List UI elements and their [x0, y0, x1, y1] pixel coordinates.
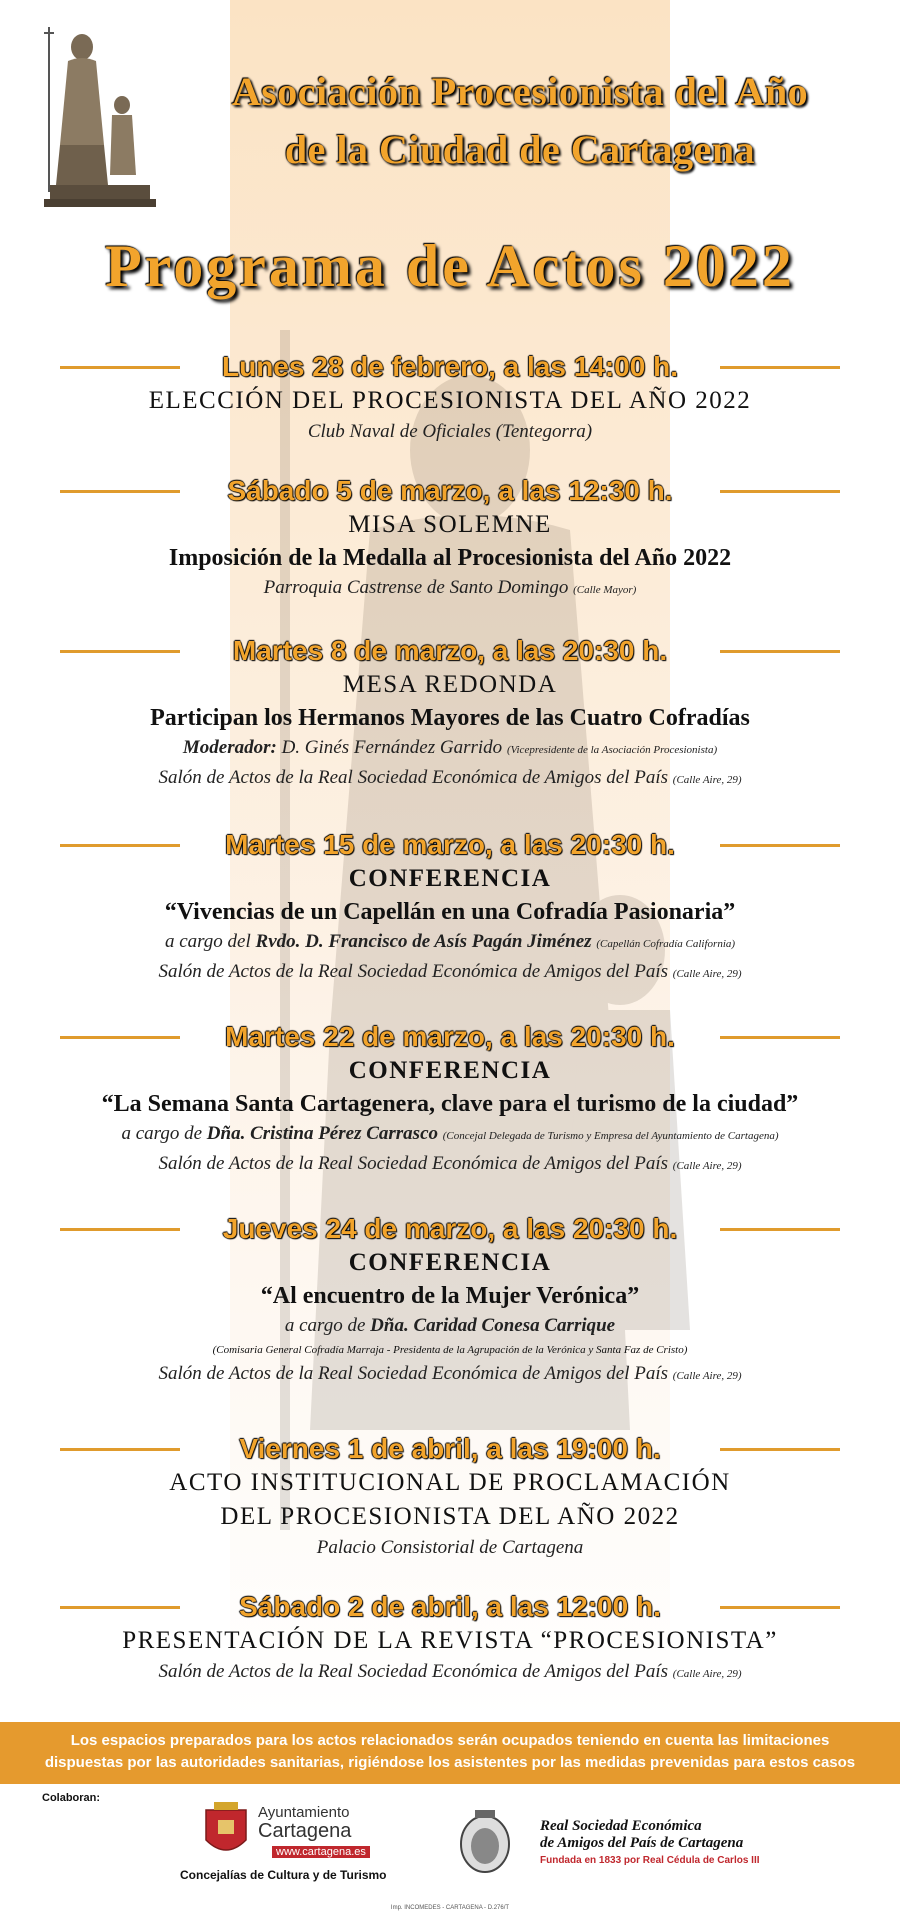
program-title: Programa de Actos 2022: [105, 233, 795, 299]
rule-line: [720, 366, 840, 369]
event-place: Club Naval de Oficiales (Tentegorra): [307, 421, 593, 442]
rse-line2: de Amigos del País de Cartagena: [540, 1835, 744, 1851]
event-place-note: (Calle Aire, 29): [672, 1160, 742, 1172]
collaborators-label: Colaboran:: [42, 1792, 101, 1804]
rule-line: [60, 366, 180, 369]
event-place-note: (Calle Mayor): [573, 584, 637, 596]
statue-logo: [40, 25, 170, 210]
org-name-line1: Asociación Procesionista del Año: [231, 69, 809, 114]
speaker-name: Dña. Caridad Conesa Carrique: [370, 1315, 616, 1336]
rule-line: [720, 1606, 840, 1609]
event-3: [0, 634, 900, 794]
rse-logo-text: [540, 1818, 760, 1869]
event-title: ELECCIÓN DEL PROCESIONISTA DEL AÑO 2022: [148, 387, 752, 414]
rule-line: [60, 1228, 180, 1231]
event-place-note: (Calle Aire, 29): [672, 1370, 742, 1382]
event-title: CONFERENCIA: [348, 1249, 552, 1276]
rule-line: [60, 490, 180, 493]
event-date: Lunes 28 de febrero, a las 14:00 h.: [222, 351, 678, 382]
event-title-line2: DEL PROCESIONISTA DEL AÑO 2022: [220, 1503, 680, 1530]
ayuntamiento-logo: [200, 1800, 380, 1867]
speaker-note: (Concejal Delegada de Turismo y Empresa del Ayuntamiento de Cartagena): [442, 1130, 779, 1142]
notice-line2: dispuestas por las autoridades sanitarias, rigiéndose los asistentes por las medidas prevenidas para estos casos: [44, 1754, 856, 1771]
event-8: [0, 1590, 900, 1688]
rse-crest-icon: [456, 1806, 514, 1876]
event-place-note: (Calle Aire, 29): [672, 1668, 742, 1680]
notice-band: [0, 1722, 900, 1784]
event-place: Salón de Actos de la Real Sociedad Económica de Amigos del País: [158, 1661, 669, 1682]
event-subtitle: “La Semana Santa Cartagenera, clave para el turismo de la ciudad”: [101, 1091, 799, 1117]
event-title: CONFERENCIA: [348, 865, 552, 892]
imprint-text: Imp. INCOMEDES - CARTAGENA - D.276/T: [390, 1905, 510, 1911]
event-date: Jueves 24 de marzo, a las 20:30 h.: [222, 1213, 678, 1244]
rule-line: [720, 650, 840, 653]
rse-line1: Real Sociedad Económica: [540, 1818, 702, 1834]
org-name-line2: de la Ciudad de Cartagena: [284, 127, 756, 172]
rule-line: [720, 844, 840, 847]
city-shield-icon: [200, 1800, 252, 1862]
event-6: [0, 1212, 900, 1390]
speaker-name: Dña. Cristina Pérez Carrasco: [206, 1123, 438, 1144]
notice-line1: Los espacios preparados para los actos relacionados serán ocupados teniendo en cuenta las limitaciones: [70, 1732, 830, 1749]
event-title: MISA SOLEMNE: [348, 511, 552, 538]
rse-line3: Fundada en 1833 por Real Cédula de Carlos III: [540, 1855, 760, 1866]
event-date: Viernes 1 de abril, a las 19:00 h.: [239, 1433, 661, 1464]
event-place: Salón de Actos de la Real Sociedad Económica de Amigos del País: [158, 767, 669, 788]
concejalias-text: Concejalías de Cultura y de Turismo: [180, 1868, 387, 1882]
rule-line: [720, 1448, 840, 1451]
event-subtitle: Participan los Hermanos Mayores de las Cuatro Cofradías: [150, 705, 750, 731]
event-place: Parroquia Castrense de Santo Domingo: [263, 577, 569, 598]
rule-line: [720, 1228, 840, 1231]
event-4: [0, 828, 900, 988]
event-title: CONFERENCIA: [348, 1057, 552, 1084]
event-5: [0, 1020, 900, 1180]
speaker-note: (Comisaria General Cofradía Marraja - Presidenta de la Agrupación de la Verónica y Santa Faz de Cristo): [212, 1344, 688, 1356]
speaker-note: (Capellán Cofradía California): [596, 938, 736, 950]
ayuntamiento-text: Ayuntamiento: [258, 1804, 350, 1821]
speaker-prefix: a cargo del: [164, 931, 251, 952]
rule-line: [60, 844, 180, 847]
event-title: MESA REDONDA: [342, 671, 558, 698]
rule-line: [60, 1448, 180, 1451]
event-2: [0, 474, 900, 604]
cartagena-text: Cartagena: [258, 1820, 352, 1842]
speaker-prefix: a cargo de: [121, 1123, 203, 1144]
moderator-name: D. Ginés Fernández Garrido: [281, 737, 503, 758]
event-date: Martes 8 de marzo, a las 20:30 h.: [232, 635, 668, 666]
cartagena-url: www.cartagena.es: [272, 1846, 370, 1858]
rule-line: [720, 1036, 840, 1039]
event-1: [0, 350, 900, 446]
moderator-label: Moderador:: [182, 737, 277, 758]
event-subtitle: Imposición de la Medalla al Procesionista del Año 2022: [168, 545, 732, 571]
speaker-name: Rvdo. D. Francisco de Asís Pagán Jiménez: [255, 931, 592, 952]
event-date: Martes 22 de marzo, a las 20:30 h.: [225, 1021, 675, 1052]
event-date: Martes 15 de marzo, a las 20:30 h.: [225, 829, 675, 860]
event-place: Salón de Actos de la Real Sociedad Económica de Amigos del País: [158, 961, 669, 982]
event-subtitle: “Vivencias de un Capellán en una Cofradía Pasionaria”: [164, 899, 736, 925]
event-7: [0, 1432, 900, 1562]
rule-line: [60, 1036, 180, 1039]
event-date: Sábado 2 de abril, a las 12:00 h.: [239, 1591, 661, 1622]
event-place-note: (Calle Aire, 29): [672, 968, 742, 980]
event-title: ACTO INSTITUCIONAL DE PROCLAMACIÓN: [169, 1469, 731, 1496]
rule-line: [60, 650, 180, 653]
event-place: Palacio Consistorial de Cartagena: [316, 1537, 584, 1558]
speaker-prefix: a cargo de: [284, 1315, 366, 1336]
rule-line: [720, 490, 840, 493]
event-date: Sábado 5 de marzo, a las 12:30 h.: [227, 475, 673, 506]
rule-line: [60, 1606, 180, 1609]
moderator-note: (Vicepresidente de la Asociación Procesionista): [506, 744, 718, 756]
event-subtitle: “Al encuentro de la Mujer Verónica”: [260, 1283, 640, 1309]
event-title: PRESENTACIÓN DE LA REVISTA “PROCESIONISTA”: [122, 1627, 778, 1654]
event-place-note: (Calle Aire, 29): [672, 774, 742, 786]
event-place: Salón de Actos de la Real Sociedad Económica de Amigos del País: [158, 1363, 669, 1384]
event-place: Salón de Actos de la Real Sociedad Económica de Amigos del País: [158, 1153, 669, 1174]
